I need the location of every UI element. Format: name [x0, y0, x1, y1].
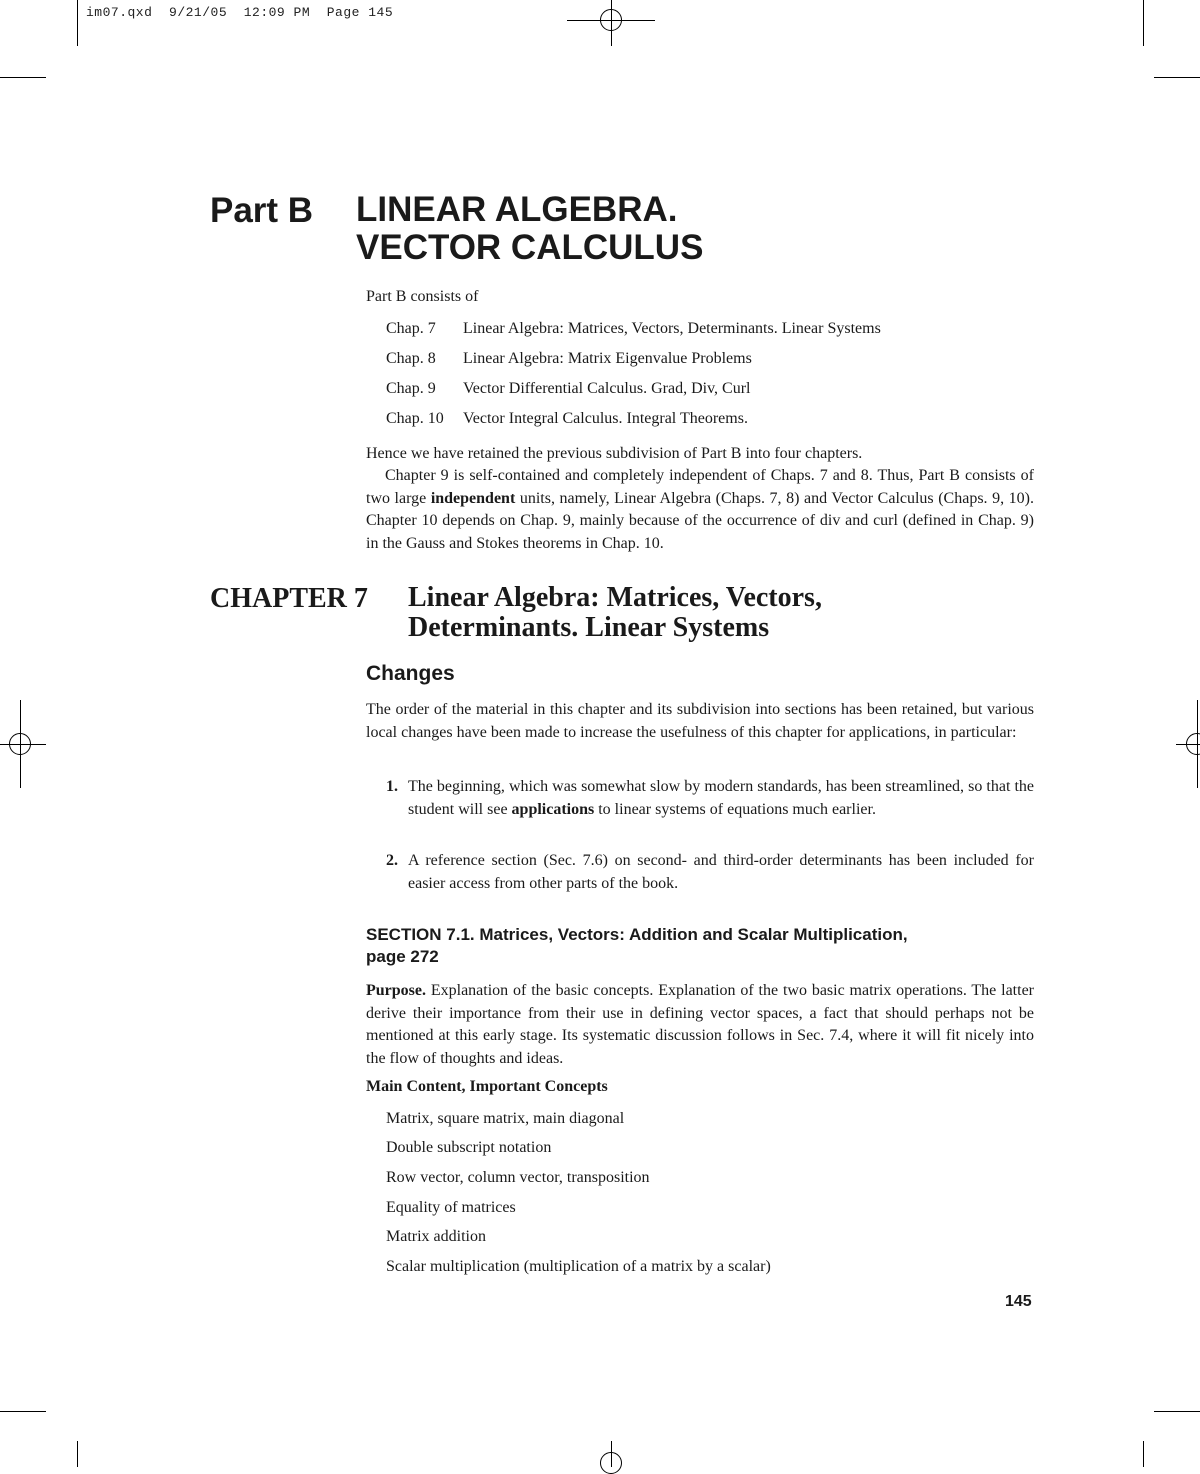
registration-circle-icon	[1186, 733, 1200, 755]
page-number: 145	[1005, 1293, 1032, 1310]
crop-mark	[0, 77, 46, 78]
chapter-title: Linear Algebra: Matrix Eigenvalue Problems	[463, 350, 752, 367]
part-label: Part B	[210, 191, 314, 230]
chapter-title-heading	[408, 583, 822, 643]
crop-mark	[77, 0, 78, 46]
crop-mark	[1143, 0, 1144, 46]
chapter-number: Chap. 10	[386, 410, 444, 427]
part-title-line: VECTOR CALCULUS	[356, 228, 704, 267]
crop-mark	[77, 1441, 78, 1467]
list-item: 2. A reference section (Sec. 7.6) on second- and third-order determinants has been included for easier access from other parts of the book.	[386, 852, 1034, 892]
concept-item: Scalar multiplication (multiplication of a matrix by a scalar)	[386, 1258, 771, 1275]
registration-circle-icon	[600, 9, 622, 31]
chapter-title: Vector Differential Calculus. Grad, Div, Curl	[463, 380, 751, 397]
list-number: 2.	[386, 852, 398, 869]
intro-paragraph: Hence we have retained the previous subdivision of Part B into four chapters.	[366, 445, 863, 462]
intro-paragraph: Chapter 9 is self-contained and completely independent of Chaps. 7 and 8. Thus, Part B consists of two large independent units, namely, Linear Algebra (Chaps. 7, 8) and Vector Calculus (Chaps. 9, 10). Chapter 10 depends on Chap. 9, mainly because of the occurrence of div and curl (defined in Chap. 9) in the Gauss and Stokes theorems in Chap. 10.	[366, 467, 1034, 552]
registration-circle-icon	[600, 1452, 622, 1474]
concept-item: Matrix, square matrix, main diagonal	[386, 1110, 625, 1127]
part-title-line: LINEAR ALGEBRA.	[356, 190, 678, 229]
purpose-paragraph: Purpose. Explanation of the basic concepts. Explanation of the two basic matrix operations. The latter derive their importance from their use in defining vector spaces, a fact that should perhaps not be mentioned at this early stage. Its systematic discussion follows in Sec. 7.4, where it will fit nicely into the flow of thoughts and ideas.	[366, 982, 1034, 1067]
changes-intro: The order of the material in this chapter and its subdivision into sections has been retained, but various local changes have been made to increase the usefulness of this chapter for applications, in particular:	[366, 701, 1034, 741]
section-heading-line: page 272	[366, 947, 439, 966]
main-content-label: Main Content, Important Concepts	[366, 1078, 608, 1095]
chapter-title-line: Determinants. Linear Systems	[408, 612, 770, 643]
crop-mark	[0, 1411, 46, 1412]
list-item: 1. The beginning, which was somewhat slow by modern standards, has been streamlined, so that the student will see applications to linear systems of equations much earlier.	[386, 778, 1034, 818]
concept-item: Equality of matrices	[386, 1199, 516, 1216]
registration-circle-icon	[9, 733, 31, 755]
crop-mark	[1143, 1441, 1144, 1467]
chapter-label: CHAPTER 7	[210, 583, 368, 614]
chapter-list-item	[386, 350, 752, 368]
chapter-number: Chap. 8	[386, 350, 436, 367]
chapter-list-item	[386, 320, 881, 338]
chapter-list-item	[386, 410, 748, 428]
concept-item: Double subscript notation	[386, 1139, 552, 1156]
changes-heading: Changes	[366, 662, 455, 685]
part-consists-text: Part B consists of	[366, 288, 479, 305]
concept-item: Row vector, column vector, transposition	[386, 1169, 650, 1186]
chapter-number: Chap. 9	[386, 380, 436, 397]
concept-item: Matrix addition	[386, 1228, 486, 1245]
print-slug: im07.qxd 9/21/05 12:09 PM Page 145	[86, 5, 394, 20]
crop-mark	[1154, 1411, 1200, 1412]
crop-mark	[1154, 77, 1200, 78]
purpose-label: Purpose.	[366, 982, 426, 999]
section-heading-line: SECTION 7.1. Matrices, Vectors: Addition and Scalar Multiplication,	[366, 925, 908, 944]
section-heading	[366, 924, 908, 968]
list-number: 1.	[386, 778, 398, 795]
chapter-number: Chap. 7	[386, 320, 436, 337]
chapter-list-item	[386, 380, 750, 398]
chapter-title-line: Linear Algebra: Matrices, Vectors,	[408, 582, 822, 613]
chapter-title: Linear Algebra: Matrices, Vectors, Determinants. Linear Systems	[463, 320, 881, 337]
part-title	[356, 191, 703, 267]
chapter-title: Vector Integral Calculus. Integral Theorems.	[463, 410, 748, 427]
